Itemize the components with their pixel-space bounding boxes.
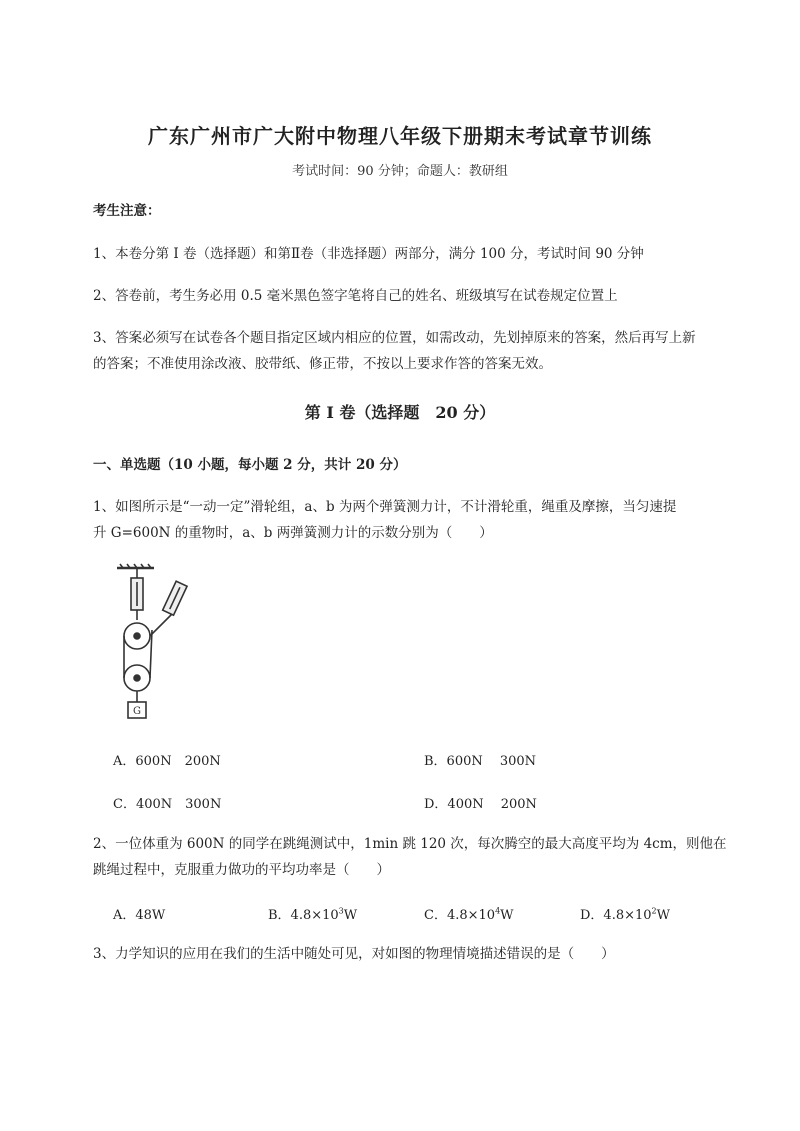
part-heading: 一、单选题（10 小题，每小题 2 分，共计 20 分） bbox=[93, 457, 407, 473]
question-2-line-1: 2、一位体重为 600N 的同学在跳绳测试中，1min 跳 120 次，每次腾空的最大高度平均为 4cm，则他在 bbox=[93, 836, 727, 852]
question-3-line-1: 3、力学知识的应用在我们的生活中随处可见，对如图的物理情境描述错误的是（ ） bbox=[93, 946, 615, 962]
question-1-line-1: 1、如图所示是“一动一定”滑轮组，a、b 为两个弹簧测力计，不计滑轮重，绳重及摩擦，当匀速提 bbox=[93, 499, 677, 515]
q2-option-a[interactable]: A．48W bbox=[113, 908, 166, 923]
exam-subtitle: 考试时间：90 分钟；命题人：教研组 bbox=[292, 164, 508, 179]
q2-option-b[interactable] bbox=[268, 904, 357, 923]
q1-option-b[interactable]: B．600N 300N bbox=[424, 754, 537, 769]
q2-option-c-exp: 4 bbox=[495, 906, 501, 916]
notice-item-1: 1、本卷分第 I 卷（选择题）和第Ⅱ卷（非选择题）两部分，满分 100 分，考试时间 90 分钟 bbox=[93, 246, 644, 262]
question-2-line-2: 跳绳过程中，克服重力做功的平均功率是（ ） bbox=[93, 862, 390, 878]
notice-item-2: 2、答卷前，考生务必用 0.5 毫米黑色签字笔将自己的姓名、班级填写在试卷规定位置上 bbox=[93, 288, 618, 304]
q1-option-c[interactable]: C．400N 300N bbox=[113, 797, 222, 812]
q2-option-b-exp: 3 bbox=[338, 906, 344, 916]
notice-item-3-cont: 的答案；不准使用涂改液、胶带纸、修正带，不按以上要求作答的答案无效。 bbox=[93, 356, 552, 372]
q2-option-c-base: C．4.8×10 bbox=[424, 908, 496, 923]
q1-option-d[interactable]: D．400N 200N bbox=[424, 797, 537, 812]
q2-option-c-unit: W bbox=[500, 908, 514, 923]
notice-item-3: 3、答案必须写在试卷各个题目指定区域内相应的位置，如需改动，先划掉原来的答案，然后再写上新 bbox=[93, 330, 696, 346]
q2-option-d-base: D．4.8×10 bbox=[580, 908, 652, 923]
question-1-line-2: 升 G=600N 的重物时，a、b 两弹簧测力计的示数分别为（ ） bbox=[93, 525, 493, 541]
notice-heading: 考生注意： bbox=[93, 203, 161, 219]
section-title: 第 I 卷（选择题 20 分） bbox=[304, 403, 496, 422]
q2-option-d[interactable] bbox=[580, 904, 670, 923]
exam-title: 广东广州市广大附中物理八年级下册期末考试章节训练 bbox=[148, 124, 652, 148]
q2-option-c[interactable] bbox=[424, 904, 514, 923]
q2-option-b-base: B．4.8×10 bbox=[268, 908, 339, 923]
q1-option-a[interactable]: A．600N 200N bbox=[113, 754, 221, 769]
q2-option-b-unit: W bbox=[343, 908, 358, 923]
q2-option-d-exp: 2 bbox=[651, 906, 657, 916]
q2-option-d-unit: W bbox=[656, 908, 671, 923]
weight-label: G bbox=[133, 706, 141, 717]
pulley-figure bbox=[112, 562, 192, 722]
